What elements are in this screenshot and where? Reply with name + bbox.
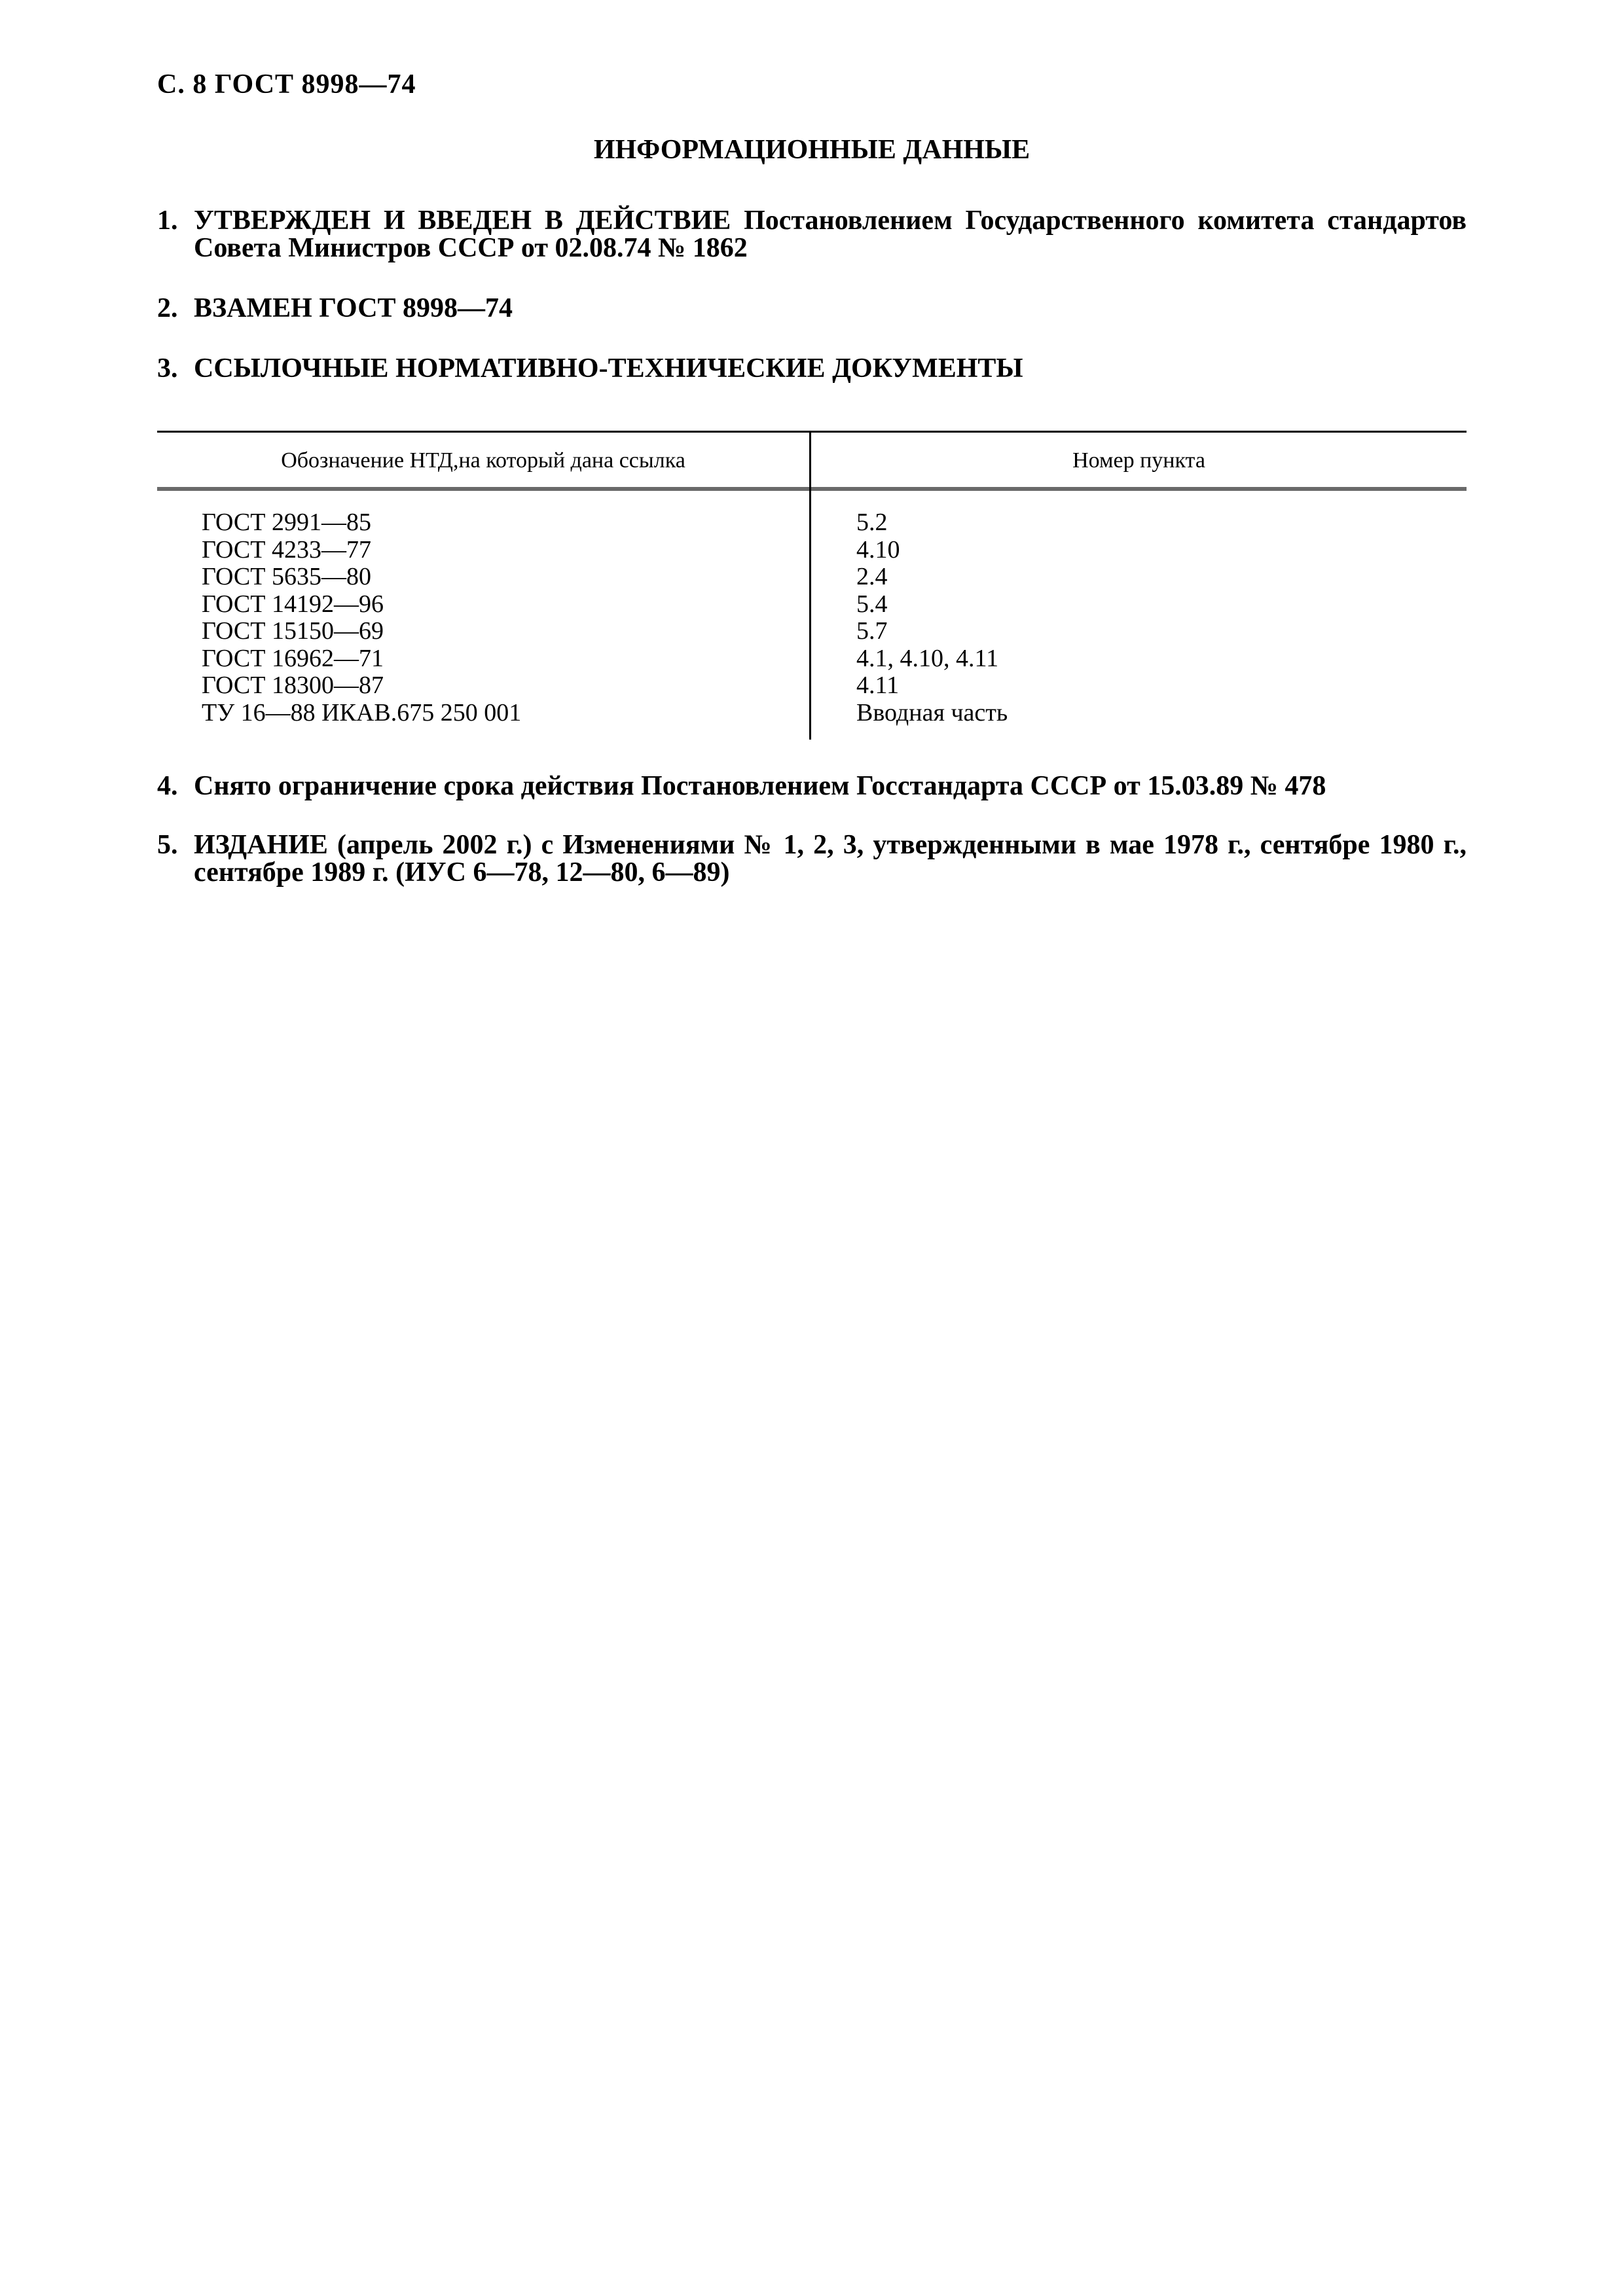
table-cell-designation: ГОСТ 14192—96 xyxy=(202,590,384,618)
table-cell-designation: ГОСТ 18300—87 xyxy=(202,672,384,699)
table-cell-designation: ГОСТ 4233—77 xyxy=(202,535,371,564)
table-cell-clause: 4.1, 4.10, 4.11 xyxy=(856,644,999,672)
designation-column xyxy=(202,509,521,726)
table-cell-clause: Вводная часть xyxy=(856,698,1008,726)
item-lead: ИЗДАНИЕ xyxy=(194,830,328,860)
table-header-rule xyxy=(157,487,1467,491)
table-cell-designation: ГОСТ 15150—69 xyxy=(202,617,384,645)
info-item-4 xyxy=(157,772,1467,800)
item-text: (апрель 2002 г.) с Изменениями № 1, 2, 3, утвержденными в мае 1978 г., сентябре 1980 г., сентябре 1989 г. (ИУС 6—78, 12—80, 6—89) xyxy=(194,830,1467,888)
item-lead: ВЗАМЕН ГОСТ 8998—74 xyxy=(194,293,513,323)
table-column-divider xyxy=(809,431,811,740)
table-cell-designation: ТУ 16—88 ИКАВ.675 250 001 xyxy=(202,698,522,726)
table-cell-clause: 2.4 xyxy=(856,563,888,590)
item-lead: ССЫЛОЧНЫЕ НОРМАТИВНО-ТЕХНИЧЕСКИЕ ДОКУМЕНТЫ xyxy=(194,353,1023,384)
table-cell-designation: ГОСТ 5635—80 xyxy=(202,563,371,590)
item-number: 5. xyxy=(157,830,178,860)
item-number: 2. xyxy=(157,293,178,323)
info-item-5 xyxy=(157,831,1467,886)
table-cell-clause: 5.4 xyxy=(856,590,888,618)
table-cell-clause: 5.2 xyxy=(856,509,888,536)
table-header-clause-number: Номер пункта xyxy=(1072,448,1205,473)
table-top-rule xyxy=(157,431,1467,433)
item-number: 1. xyxy=(157,206,178,236)
item-number: 4. xyxy=(157,771,178,801)
table-header-designation: Обозначение НТД,на который дана ссылка xyxy=(281,448,685,473)
clause-number-column xyxy=(856,509,1008,726)
table-cell-clause: 5.7 xyxy=(856,617,888,645)
reference-documents-table xyxy=(157,431,1467,740)
page-header: С. 8 ГОСТ 8998—74 xyxy=(157,69,416,99)
table-cell-clause: 4.11 xyxy=(856,672,900,699)
info-item-2 xyxy=(157,295,1467,322)
table-cell-clause: 4.10 xyxy=(856,535,900,564)
item-text: Постановлением Государственного комитета стандартов Совета Министров СССР от 02.08.74 № 1862 xyxy=(194,206,1467,263)
table-cell-designation: ГОСТ 16962—71 xyxy=(202,644,384,672)
item-text: Снято ограничение срока действия Постановлением Госстандарта СССР от 15.03.89 № 478 xyxy=(194,771,1326,801)
info-item-3 xyxy=(157,355,1467,382)
table-cell-designation: ГОСТ 2991—85 xyxy=(202,509,371,536)
item-lead: УТВЕРЖДЕН И ВВЕДЕН В ДЕЙСТВИЕ xyxy=(194,206,731,236)
item-number: 3. xyxy=(157,353,178,384)
info-item-1 xyxy=(157,207,1467,262)
section-title: ИНФОРМАЦИОННЫЕ ДАННЫЕ xyxy=(593,135,1030,165)
